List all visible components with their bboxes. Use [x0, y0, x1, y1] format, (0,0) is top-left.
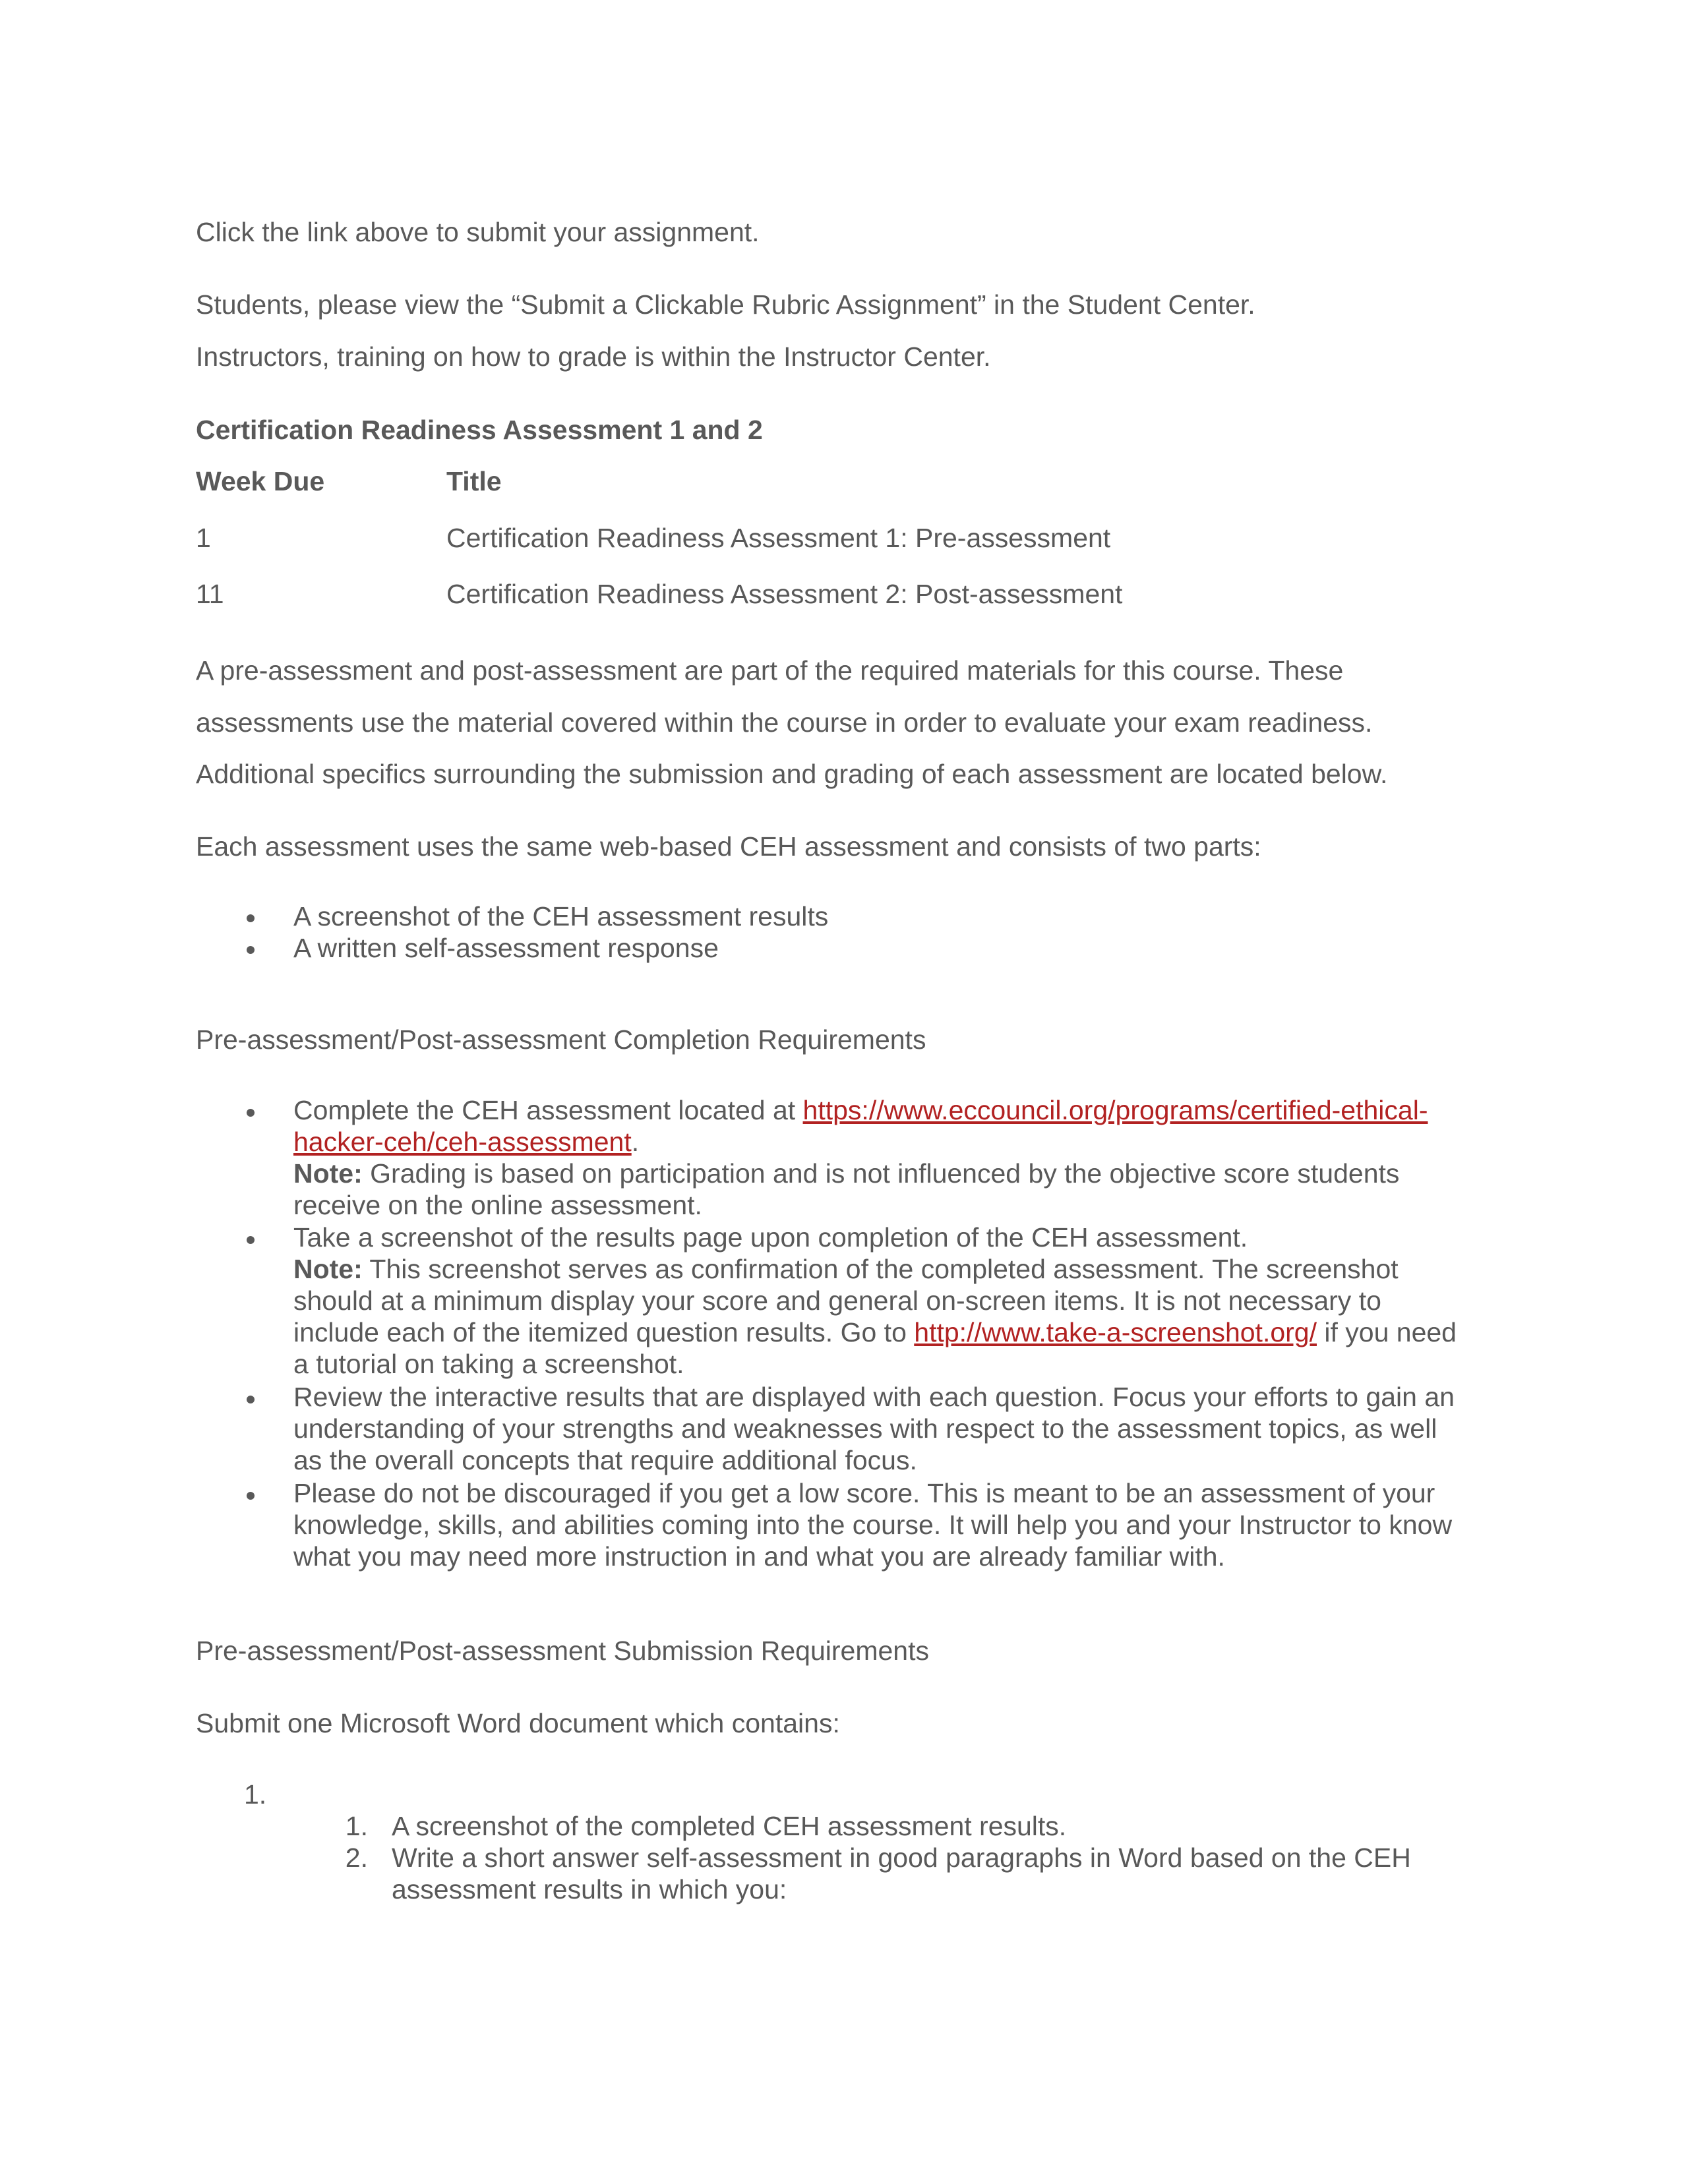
list-item-text: assessment results in which you: [392, 1874, 787, 1904]
list-item [293, 1222, 1457, 1380]
list-item-text: include each of the itemized question results. Go to [293, 1317, 915, 1347]
eccouncil-link[interactable]: https://www.eccouncil.org/programs/certified-ethical- [802, 1095, 1428, 1125]
note-label: Note: [293, 1254, 363, 1284]
bullet-icon [247, 1396, 255, 1403]
note-text: receive on the online assessment. [293, 1190, 702, 1220]
submission-heading: Pre-assessment/Post-assessment Submission Requirements [196, 1636, 929, 1666]
instructor-instruction: Instructors, training on how to grade is within the Instructor Center. [196, 341, 991, 372]
description-line: Additional specifics surrounding the submission and grading of each assessment are located below. [196, 759, 1388, 789]
list-item-text: Review the interactive results that are displayed with each question. Focus your efforts to gain an [293, 1382, 1455, 1412]
parts-intro: Each assessment uses the same web-based CEH assessment and consists of two parts: [196, 831, 1261, 862]
completion-heading: Pre-assessment/Post-assessment Completion Requirements [196, 1024, 926, 1055]
note-label: Note: [293, 1158, 363, 1189]
list-item-text: Complete the CEH assessment located at [293, 1095, 803, 1125]
list-item [293, 1381, 1455, 1476]
description-line: assessments use the material covered within the course in order to evaluate your exam readiness. [196, 707, 1373, 738]
list-item-text: should at a minimum display your score and general on-screen items. It is not necessary to [293, 1285, 1381, 1316]
list-number: 1. [345, 1811, 368, 1841]
column-header-week: Week Due [196, 466, 325, 496]
table-row-week: 1 [196, 523, 211, 553]
list-item: A screenshot of the CEH assessment results [293, 901, 829, 931]
list-item-text: if you need [1316, 1317, 1457, 1347]
list-item-text: knowledge, skills, and abilities coming into the course. It will help you and your Instructor to know [293, 1510, 1453, 1540]
list-item-text: what you may need more instruction in and what you are already familiar with. [293, 1541, 1225, 1572]
bullet-icon [247, 1236, 255, 1244]
submission-intro: Submit one Microsoft Word document which contains: [196, 1708, 840, 1738]
bullet-icon [247, 1109, 255, 1117]
table-row-title: Certification Readiness Assessment 2: Post-assessment [446, 579, 1123, 609]
list-number: 2. [345, 1843, 368, 1873]
column-header-title: Title [446, 466, 502, 496]
list-item [293, 1477, 1452, 1572]
submit-instruction: Click the link above to submit your assignment. [196, 217, 760, 247]
note-text: Grading is based on participation and is not influenced by the objective score students [362, 1158, 1400, 1189]
list-item-text: A screenshot of the completed CEH assessment results. [392, 1811, 1067, 1841]
outer-list-number: 1. [244, 1779, 267, 1810]
bullet-icon [247, 914, 255, 922]
list-item [293, 1094, 1428, 1221]
list-item-text: as the overall concepts that require additional focus. [293, 1445, 917, 1475]
list-item-text: Write a short answer self-assessment in good paragraphs in Word based on the CEH [392, 1843, 1411, 1873]
table-row-title: Certification Readiness Assessment 1: Pre-assessment [446, 523, 1111, 553]
bullet-icon [247, 946, 255, 954]
list-item-text: understanding of your strengths and weaknesses with respect to the assessment topics, as well [293, 1413, 1437, 1444]
student-instruction: Students, please view the “Submit a Clickable Rubric Assignment” in the Student Center. [196, 289, 1255, 320]
take-a-screenshot-link[interactable]: http://www.take-a-screenshot.org/ [914, 1317, 1317, 1347]
list-item-text: Please do not be discouraged if you get a low score. This is meant to be an assessment of your [293, 1478, 1435, 1508]
note-text: This screenshot serves as confirmation of the completed assessment. The screenshot [362, 1254, 1399, 1284]
list-item: A written self-assessment response [293, 933, 719, 963]
description-line: A pre-assessment and post-assessment are part of the required materials for this course. These [196, 655, 1344, 686]
table-row-week: 11 [196, 579, 224, 609]
list-item-text: a tutorial on taking a screenshot. [293, 1349, 684, 1379]
eccouncil-link-continued[interactable]: hacker-ceh/ceh-assessment [293, 1127, 632, 1157]
bullet-icon [247, 1492, 255, 1500]
list-item-text: Take a screenshot of the results page upon completion of the CEH assessment. [293, 1222, 1248, 1253]
period: . [631, 1127, 640, 1157]
table-heading: Certification Readiness Assessment 1 and 2 [196, 415, 763, 445]
